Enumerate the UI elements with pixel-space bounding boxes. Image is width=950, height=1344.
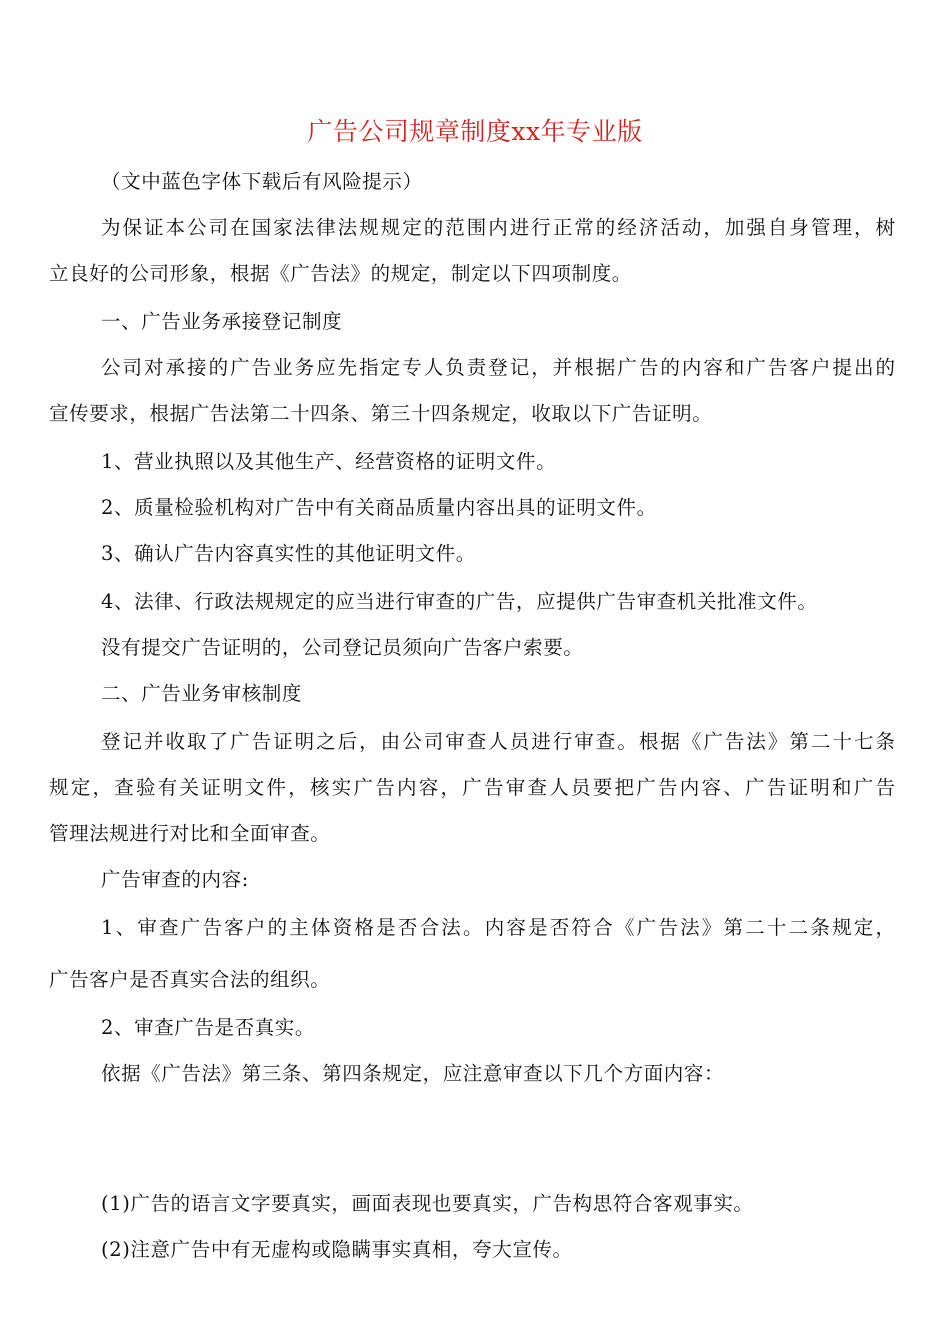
intro-paragraph-line-2: 立良好的公司形象，根据《广告法》的规定，制定以下四项制度。 <box>49 262 632 285</box>
section-1-item-1: 1、营业执照以及其他生产、经营资格的证明文件。 <box>101 450 557 473</box>
section-2-paragraph-line-1: 登记并收取了广告证明之后，由公司审查人员进行审查。根据《广告法》第二十七条 <box>101 730 895 753</box>
section-1-heading: 一、广告业务承接登记制度 <box>101 310 343 333</box>
review-item-1-line-2: 广告客户是否真实合法的组织。 <box>49 968 331 991</box>
section-1-item-3: 3、确认广告内容真实性的其他证明文件。 <box>101 542 476 565</box>
section-2-heading: 二、广告业务审核制度 <box>101 682 303 705</box>
section-1-paragraph-line-1: 公司对承接的广告业务应先指定专人负责登记，并根据广告的内容和广告客户提出的 <box>101 356 895 379</box>
section-1-note: 没有提交广告证明的，公司登记员须向广告客户索要。 <box>101 636 584 659</box>
sub-item-1: (1)广告的语言文字要真实，画面表现也要真实，广告构思符合客观事实。 <box>101 1192 754 1215</box>
review-item-2-basis: 依据《广告法》第三条、第四条规定，应注意审查以下几个方面内容： <box>101 1062 725 1085</box>
section-1-item-2: 2、质量检验机构对广告中有关商品质量内容出具的证明文件。 <box>101 496 657 519</box>
review-content-heading: 广告审查的内容: <box>101 868 249 891</box>
sub-item-2: (2)注意广告中有无虚构或隐瞒事实真相，夸大宣传。 <box>101 1238 573 1261</box>
section-2-paragraph-line-2: 规定，查验有关证明文件，核实广告内容，广告审查人员要把广告内容、广告证明和广告 <box>49 776 895 799</box>
review-item-2: 2、审查广告是否真实。 <box>101 1016 316 1039</box>
section-1-paragraph-line-2: 宣传要求，根据广告法第二十四条、第三十四条规定，收取以下广告证明。 <box>49 402 713 425</box>
section-2-paragraph-line-3: 管理法规进行对比和全面审查。 <box>49 822 331 845</box>
intro-paragraph-line-1: 为保证本公司在国家法律法规规定的范围内进行正常的经济活动，加强自身管理，树 <box>101 216 895 239</box>
document-title: 广告公司规章制度xx年专业版 <box>307 117 643 146</box>
download-note: （文中蓝色字体下载后有风险提示） <box>101 170 423 193</box>
section-1-item-4: 4、法律、行政法规规定的应当进行审查的广告，应提供广告审查机关批准文件。 <box>101 590 818 613</box>
review-item-1-line-1: 1、审查广告客户的主体资格是否合法。内容是否符合《广告法》第二十二条规定， <box>101 916 895 939</box>
